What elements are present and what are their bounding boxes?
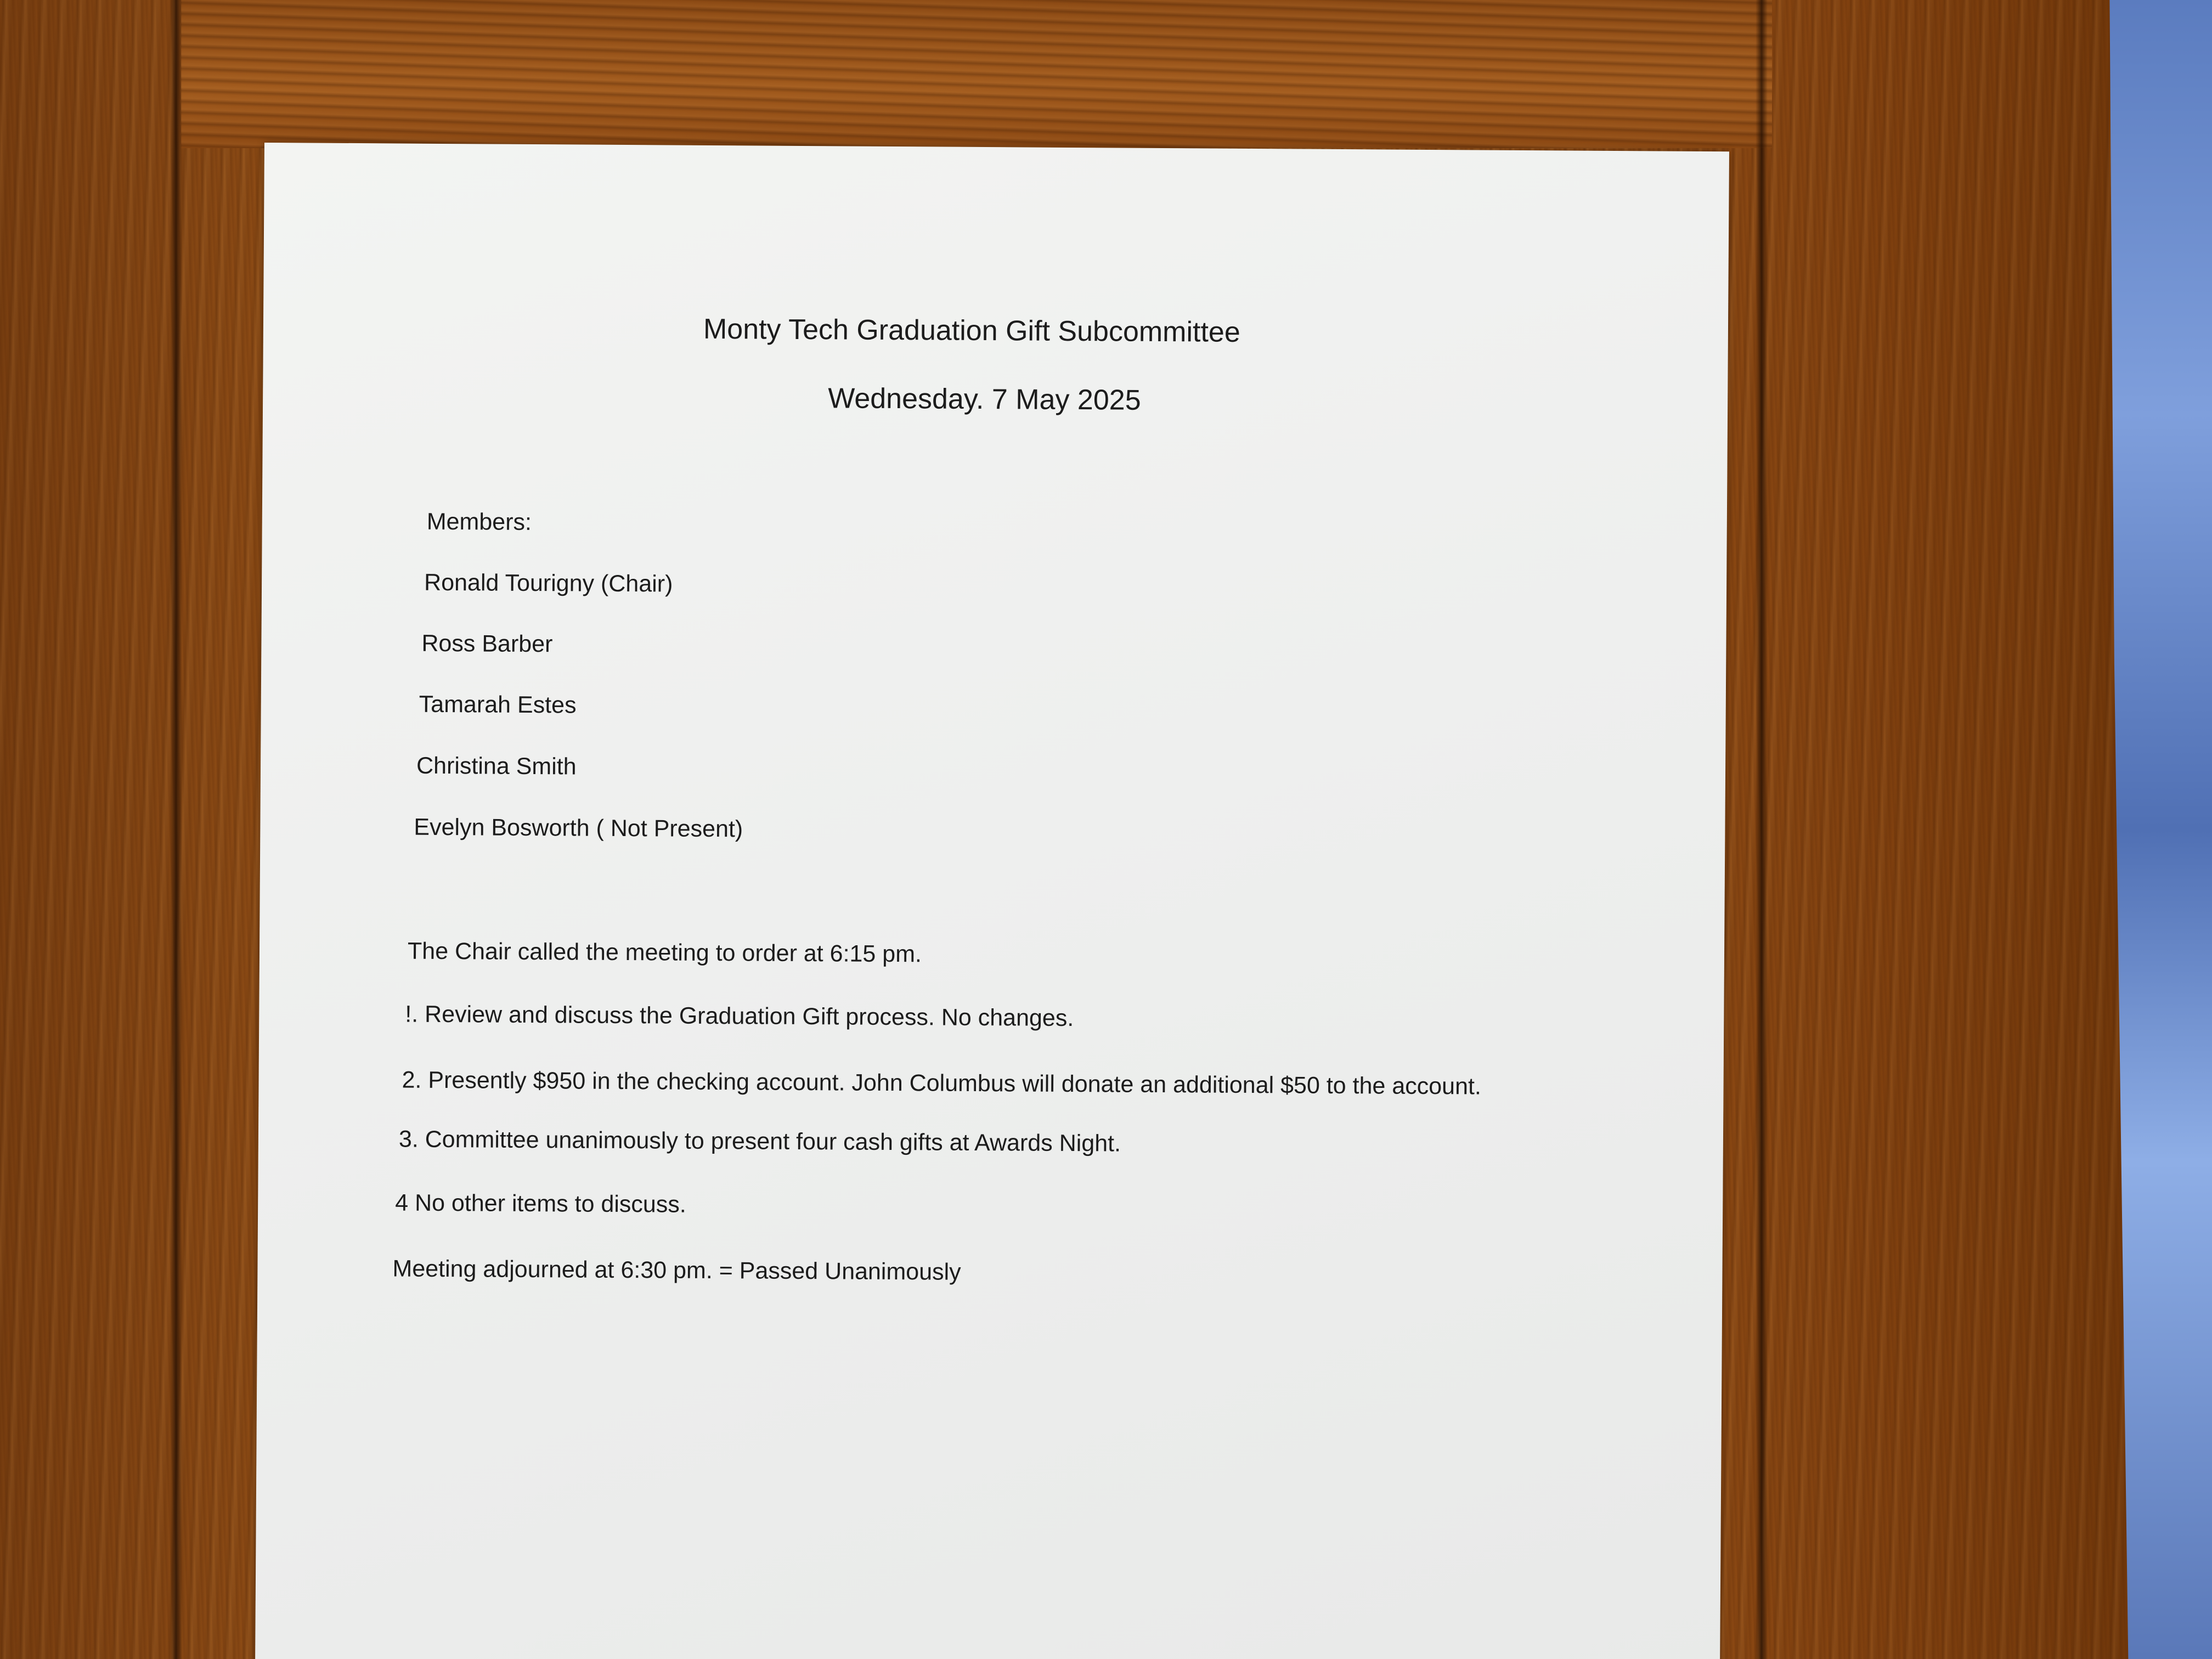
table-board-seam <box>170 0 182 1659</box>
meeting-closing: Meeting adjourned at 6:30 pm. = Passed Unanimously <box>392 1255 961 1285</box>
agenda-item: 2. Presently $950 in the checking account. John Columbus will donate an additional $50 to the account. <box>402 1066 1482 1100</box>
members-heading: Members: <box>426 508 532 535</box>
meeting-date: Wednesday. 7 May 2025 <box>827 382 1141 416</box>
member-name: Evelyn Bosworth ( Not Present) <box>414 814 743 843</box>
member-name: Christina Smith <box>416 752 577 780</box>
table-board-seam <box>1756 0 1768 1659</box>
meeting-minutes-sheet <box>255 143 1729 1659</box>
document-title: Monty Tech Graduation Gift Subcommittee <box>703 313 1240 348</box>
wood-table-top-rail <box>181 0 1772 148</box>
member-name: Ronald Tourigny (Chair) <box>424 569 673 597</box>
blue-fabric <box>2096 0 2212 1659</box>
agenda-item: 3. Committee unanimously to present four cash gifts at Awards Night. <box>398 1126 1121 1157</box>
agenda-item: 4 No other items to discuss. <box>395 1189 686 1218</box>
member-name: Tamarah Estes <box>419 691 577 719</box>
member-name: Ross Barber <box>421 630 553 658</box>
agenda-item: !. Review and discuss the Graduation Gift process. No changes. <box>405 1001 1074 1032</box>
meeting-opening: The Chair called the meeting to order at 6:15 pm. <box>407 938 922 968</box>
